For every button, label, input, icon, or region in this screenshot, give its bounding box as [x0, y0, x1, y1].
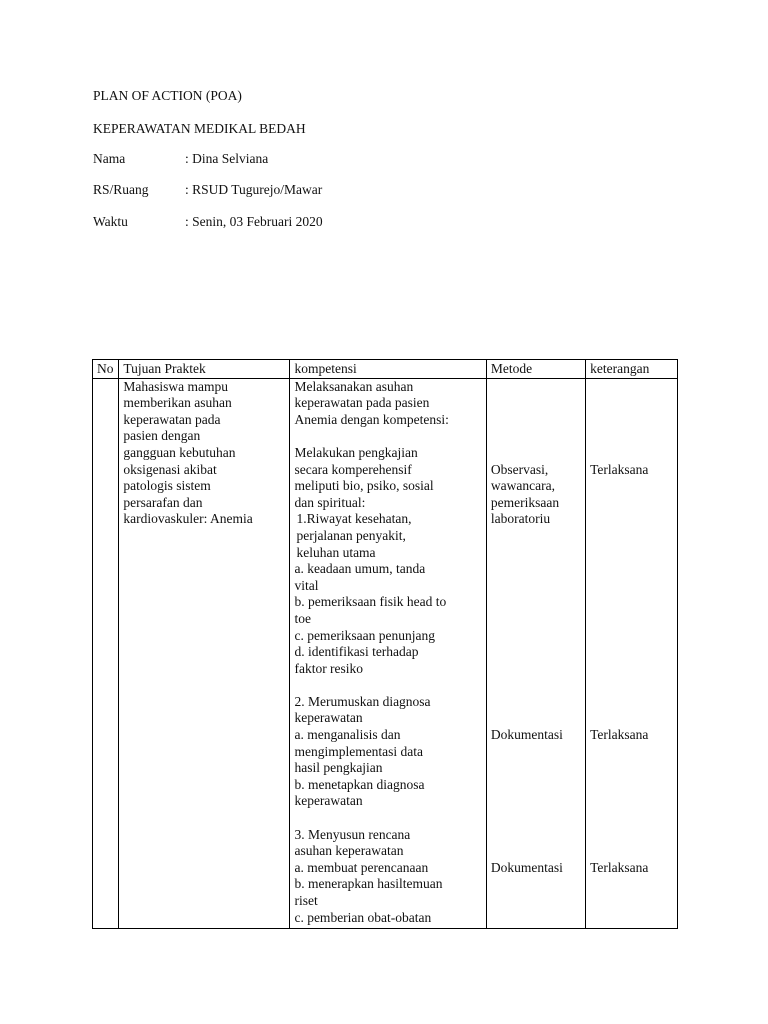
field-value: : RSUD Tugurejo/Mawar	[185, 182, 323, 197]
kompetensi-line: b. menetapkan diagnosa	[294, 776, 425, 792]
metode-line: Observasi,	[490, 461, 549, 477]
tujuan-line: patologis sistem	[123, 478, 211, 494]
metode-line: wawancara,	[490, 478, 555, 494]
field-rs-ruang	[93, 182, 322, 198]
tujuan-line: persarafan dan	[123, 494, 203, 510]
kompetensi-line: keperawatan	[294, 710, 363, 726]
field-label: RS/Ruang	[93, 182, 149, 197]
tujuan-line: memberikan asuhan	[123, 395, 232, 411]
header-no: No	[93, 360, 119, 379]
tujuan-line: Mahasiswa mampu	[123, 378, 228, 394]
kompetensi-line: a. menganalisis dan	[294, 727, 401, 743]
metode-line: Dokumentasi	[490, 859, 563, 875]
metode-line: laboratoriu	[490, 511, 551, 527]
kompetensi-line: dan spiritual:	[294, 494, 366, 510]
kompetensi-line: faktor resiko	[294, 660, 364, 676]
metode-line: pemeriksaan	[490, 494, 560, 510]
document-subtitle: KEPERAWATAN MEDIKAL BEDAH	[93, 121, 306, 136]
kompetensi-line: Melaksanakan asuhan	[294, 378, 414, 394]
field-nama	[93, 151, 268, 167]
field-value: : Dina Selviana	[185, 151, 269, 166]
kompetensi-line: b. pemeriksaan fisik head to	[294, 594, 447, 610]
cell-metode	[486, 378, 585, 929]
cell-keterangan	[586, 378, 678, 929]
kompetensi-line: riset	[294, 893, 318, 908]
field-waktu	[93, 214, 323, 230]
cell-kompetensi	[290, 378, 486, 929]
kompetensi-line: toe	[294, 610, 311, 626]
kompetensi-line: 3. Menyusun rencana	[294, 826, 411, 842]
kompetensi-line: keperawatan pada pasien	[294, 395, 430, 411]
header-keterangan: keterangan	[586, 360, 678, 379]
kompetensi-line: keperawatan	[294, 793, 363, 809]
kompetensi-line: Melakukan pengkajian	[294, 444, 418, 460]
field-value: : Senin, 03 Februari 2020	[185, 214, 323, 229]
kompetensi-line: 2. Merumuskan diagnosa	[294, 693, 431, 709]
kompetensi-line: Anemia dengan kompetensi:	[294, 411, 449, 427]
kompetensi-line: b. menerapkan hasiltemuan	[294, 876, 443, 892]
kompetensi-line: hasil pengkajian	[294, 760, 383, 776]
kompetensi-line: d. identifikasi terhadap	[294, 644, 419, 660]
keterangan-line: Terlaksana	[590, 859, 649, 875]
tujuan-line: pasien dengan	[123, 428, 201, 444]
kompetensi-line: a. membuat perencanaan	[294, 859, 429, 875]
table-header-row	[93, 360, 678, 379]
kompetensi-line: a. keadaan umum, tanda	[294, 561, 426, 577]
kompetensi-line: secara komperehensif	[294, 461, 412, 477]
kompetensi-line: keluhan utama	[296, 544, 376, 560]
kompetensi-line: asuhan keperawatan	[294, 843, 404, 859]
kompetensi-line: mengimplementasi data	[294, 743, 424, 759]
kompetensi-line: 1.Riwayat kesehatan,	[296, 511, 412, 527]
kompetensi-line: c. pemeriksaan penunjang	[294, 627, 436, 643]
header-tujuan: Tujuan Praktek	[119, 360, 290, 379]
keterangan-line: Terlaksana	[590, 461, 649, 477]
cell-tujuan	[119, 378, 290, 929]
header-metode: Metode	[486, 360, 585, 379]
poa-table	[92, 359, 678, 929]
kompetensi-line: perjalanan penyakit,	[296, 527, 406, 543]
metode-line: Dokumentasi	[490, 727, 563, 743]
tujuan-line: gangguan kebutuhan	[123, 444, 236, 460]
kompetensi-line: meliputi bio, psiko, sosial	[294, 478, 434, 494]
field-label: Nama	[93, 151, 126, 166]
keterangan-line: Terlaksana	[590, 727, 649, 743]
tujuan-line: oksigenasi akibat	[123, 461, 217, 477]
header-kompetensi: kompetensi	[290, 360, 486, 379]
kompetensi-line: c. pemberian obat-obatan	[294, 909, 432, 925]
field-label: Waktu	[93, 214, 128, 229]
table-row	[93, 378, 678, 929]
kompetensi-line: vital	[294, 577, 319, 593]
tujuan-line: kardiovaskuler: Anemia	[123, 511, 253, 527]
tujuan-line: keperawatan pada	[123, 411, 221, 427]
document-title: PLAN OF ACTION (POA)	[93, 88, 242, 103]
cell-no	[93, 378, 119, 929]
